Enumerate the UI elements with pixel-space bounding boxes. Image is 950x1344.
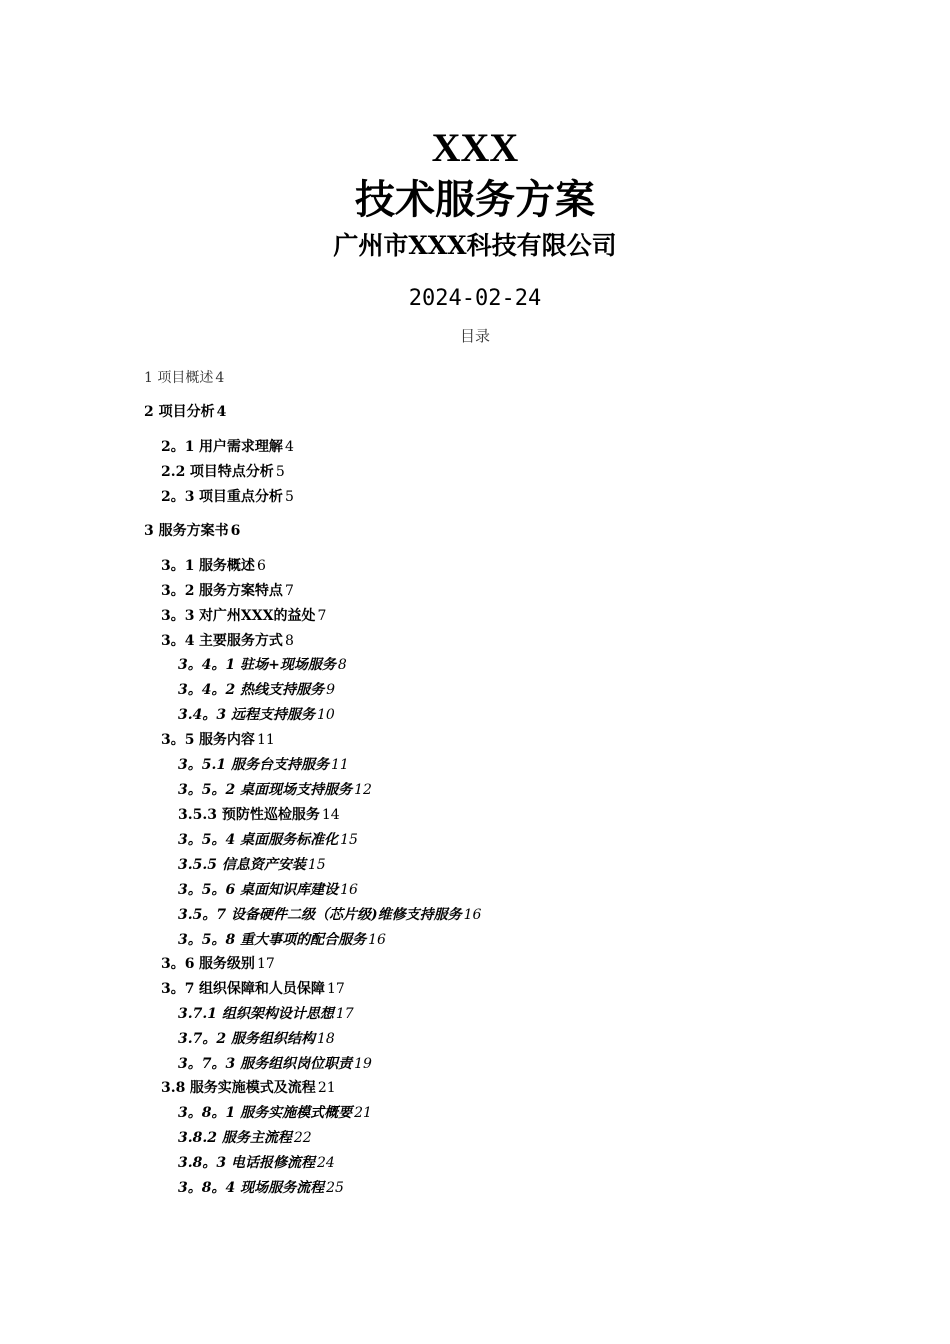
toc-number: 3.5.3 <box>178 807 217 823</box>
toc-number: 3.7。2 <box>178 1031 227 1047</box>
toc-page: 7 <box>317 608 327 624</box>
toc-label: 桌面知识库建设 <box>240 882 339 898</box>
toc-entry[interactable] <box>178 1004 354 1024</box>
toc-entry[interactable] <box>178 830 358 850</box>
toc-entry[interactable] <box>161 606 326 626</box>
toc-page: 5 <box>275 464 285 480</box>
toc-label: 服务概述 <box>198 558 255 574</box>
toc-label: 现场服务流程 <box>240 1180 325 1196</box>
toc-label: 远程支持服务 <box>230 707 315 723</box>
toc-page: 17 <box>326 981 345 997</box>
toc-label: 项目概述 <box>157 370 214 386</box>
toc-page: 24 <box>316 1155 335 1171</box>
toc-page: 8 <box>337 657 347 673</box>
toc-number: 3。4。2 <box>178 682 236 698</box>
toc-page: 15 <box>340 832 358 848</box>
toc-label: 桌面服务标准化 <box>240 832 339 848</box>
toc-page: 18 <box>316 1031 335 1047</box>
toc-label: 重大事项的配合服务 <box>240 932 367 948</box>
toc-entry[interactable] <box>178 1054 372 1074</box>
toc-number: 2 <box>144 404 154 420</box>
toc-number: 3。7 <box>161 981 195 997</box>
toc-number: 3。5。4 <box>178 832 236 848</box>
toc-label: 服务方案书 <box>158 523 229 539</box>
toc-number: 3。6 <box>161 956 195 972</box>
toc-page: 8 <box>284 633 294 649</box>
toc-number: 3。4。1 <box>178 657 236 673</box>
toc-number: 3.7.1 <box>178 1006 217 1022</box>
toc-label: 项目分析 <box>158 404 215 420</box>
toc-entry[interactable] <box>161 954 275 974</box>
toc-number: 3。8。4 <box>178 1180 236 1196</box>
toc-entry[interactable] <box>178 780 372 800</box>
title-line-2: 技术服务方案 <box>355 176 595 223</box>
toc-label: 服务内容 <box>198 732 255 748</box>
toc-entry[interactable] <box>161 556 266 576</box>
toc-page: 25 <box>326 1180 344 1196</box>
toc-label: 电话报修流程 <box>230 1155 315 1171</box>
toc-number: 3。4 <box>161 633 195 649</box>
toc-page: 21 <box>354 1105 372 1121</box>
toc-number: 3.8 <box>161 1080 186 1096</box>
toc-entry[interactable] <box>178 705 335 725</box>
toc-label: 服务方案特点 <box>198 583 283 599</box>
toc-label: 服务级别 <box>198 956 255 972</box>
toc-entry[interactable] <box>178 680 335 700</box>
toc-page: 12 <box>354 782 372 798</box>
toc-label: 桌面现场支持服务 <box>240 782 353 798</box>
toc-entry[interactable] <box>178 755 349 775</box>
toc-entry[interactable] <box>178 1178 344 1198</box>
toc-page: 15 <box>307 857 326 873</box>
toc-entry[interactable] <box>178 880 358 900</box>
toc-entry[interactable] <box>144 368 224 388</box>
toc-heading: 目录 <box>459 327 490 345</box>
toc-number: 3.5。7 <box>178 907 227 923</box>
toc-label: 预防性巡检服务 <box>221 807 320 823</box>
toc-number: 3。5。6 <box>178 882 236 898</box>
toc-page: 11 <box>330 757 349 773</box>
toc-page: 6 <box>230 523 241 539</box>
toc-label: 服务台支持服务 <box>230 757 329 773</box>
toc-entry[interactable] <box>161 581 294 601</box>
toc-entry[interactable] <box>161 631 294 651</box>
toc-entry[interactable] <box>178 655 347 675</box>
toc-page: 14 <box>321 807 340 823</box>
toc-page: 17 <box>256 956 275 972</box>
toc-entry[interactable] <box>178 905 481 925</box>
toc-entry[interactable] <box>144 521 240 541</box>
toc-label: 组织保障和人员保障 <box>198 981 325 997</box>
toc-page: 4 <box>216 404 227 420</box>
toc-entry[interactable] <box>178 805 340 825</box>
toc-number: 3.8.2 <box>178 1130 217 1146</box>
toc-label: 服务组织结构 <box>230 1031 315 1047</box>
toc-number: 2.2 <box>161 464 186 480</box>
toc-entry[interactable] <box>178 855 326 875</box>
toc-number: 3。3 <box>161 608 195 624</box>
toc-entry[interactable] <box>178 930 386 950</box>
toc-page: 10 <box>316 707 335 723</box>
toc-page: 11 <box>256 732 275 748</box>
toc-label: 驻场+现场服务 <box>240 657 336 673</box>
toc-entry[interactable] <box>178 1103 372 1123</box>
toc-entry[interactable] <box>161 979 345 999</box>
toc-number: 3。1 <box>161 558 195 574</box>
toc-number: 3。5.1 <box>178 757 227 773</box>
toc-page: 21 <box>317 1080 336 1096</box>
toc-number: 3。7。3 <box>178 1056 236 1072</box>
toc-page: 7 <box>284 583 294 599</box>
toc-label: 设备硬件二级（芯片级)维修支持服务 <box>230 907 462 923</box>
toc-number: 3。8。1 <box>178 1105 236 1121</box>
toc-page: 22 <box>293 1130 312 1146</box>
toc-label: 服务主流程 <box>221 1130 292 1146</box>
toc-number: 3。5。8 <box>178 932 236 948</box>
toc-label: 信息资产安装 <box>221 857 306 873</box>
toc-entry[interactable] <box>178 1153 335 1173</box>
toc-number: 2。1 <box>161 439 195 455</box>
toc-page: 6 <box>256 558 266 574</box>
toc-number: 3.4。3 <box>178 707 227 723</box>
toc-entry[interactable] <box>161 462 285 482</box>
toc-label: 用户需求理解 <box>198 439 283 455</box>
toc-page: 5 <box>284 489 294 505</box>
toc-page: 4 <box>284 439 294 455</box>
toc-entry[interactable] <box>161 487 294 507</box>
toc-label: 服务组织岗位职责 <box>240 1056 353 1072</box>
toc-label: 项目特点分析 <box>189 464 274 480</box>
toc-label: 服务实施模式及流程 <box>189 1080 316 1096</box>
toc-number: 3。5 <box>161 732 195 748</box>
toc-page: 17 <box>335 1006 354 1022</box>
document-date: 2024-02-24 <box>408 286 542 311</box>
toc-number: 3。2 <box>161 583 195 599</box>
toc-page: 4 <box>215 370 225 386</box>
toc-label: 服务实施模式概要 <box>240 1105 353 1121</box>
toc-label: 对广州XXX的益处 <box>198 608 316 624</box>
toc-page: 16 <box>340 882 358 898</box>
toc-number: 1 <box>144 370 153 386</box>
toc-number: 3。5。2 <box>178 782 236 798</box>
toc-label: 主要服务方式 <box>198 633 283 649</box>
toc-page: 16 <box>463 907 482 923</box>
toc-entry[interactable] <box>178 1029 335 1049</box>
toc-number: 3.5.5 <box>178 857 217 873</box>
company-name: 广州市XXX科技有限公司 <box>333 231 617 260</box>
toc-entry[interactable] <box>161 1078 336 1098</box>
toc-page: 9 <box>326 682 336 698</box>
toc-label: 热线支持服务 <box>240 682 325 698</box>
title-line-1: XXX <box>431 125 519 170</box>
toc-entry[interactable] <box>178 1128 312 1148</box>
toc-page: 16 <box>368 932 386 948</box>
toc-entry[interactable] <box>161 730 275 750</box>
toc-page: 19 <box>354 1056 372 1072</box>
toc-number: 2。3 <box>161 489 195 505</box>
toc-entry[interactable] <box>161 437 294 457</box>
toc-label: 组织架构设计思想 <box>221 1006 334 1022</box>
toc-number: 3 <box>144 523 154 539</box>
toc-number: 3.8。3 <box>178 1155 227 1171</box>
toc-label: 项目重点分析 <box>198 489 283 505</box>
toc-entry[interactable] <box>144 402 226 422</box>
